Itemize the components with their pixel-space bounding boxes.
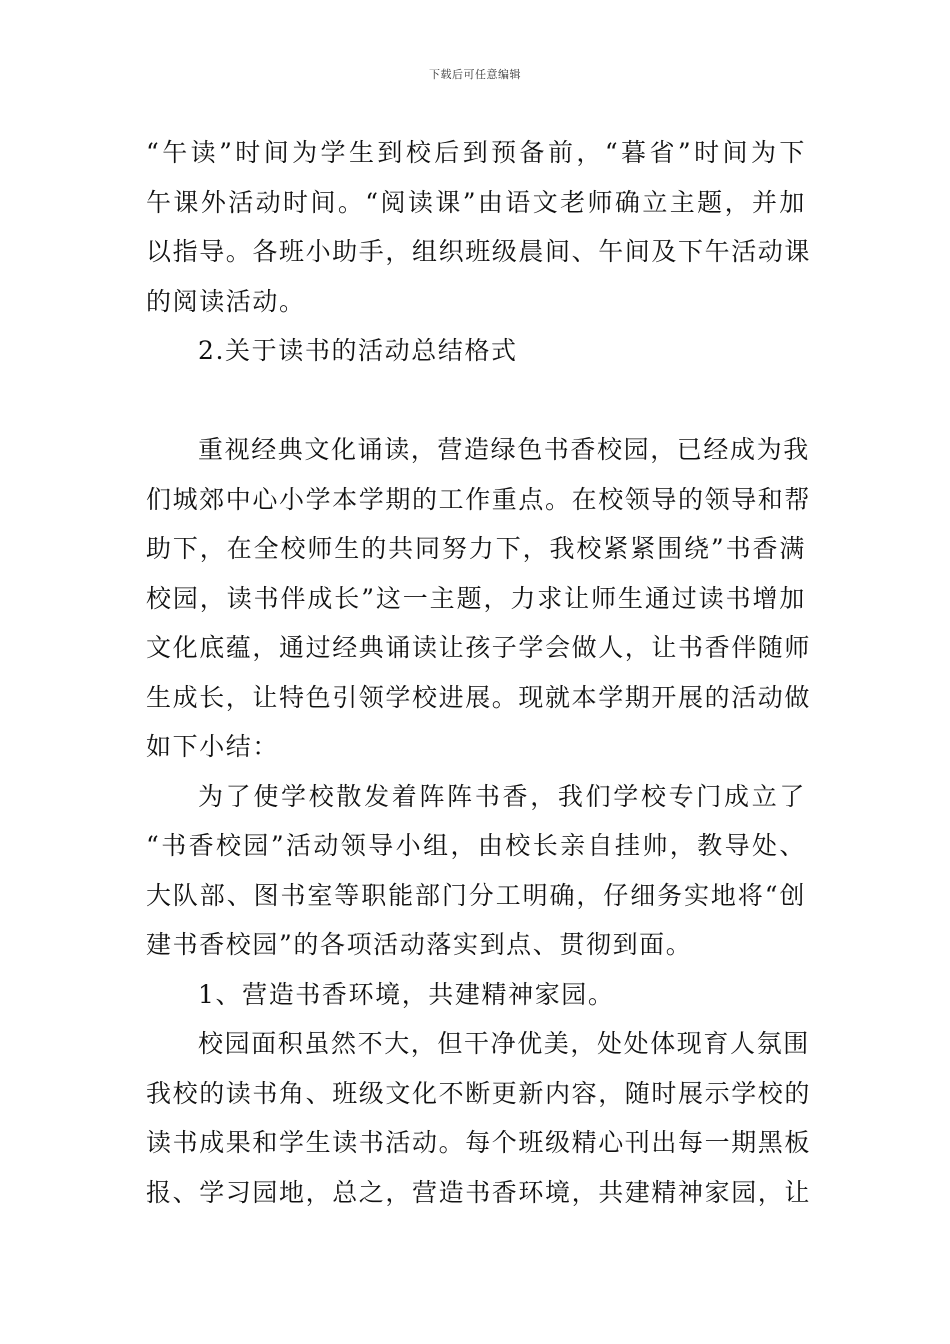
text-line: 大队部、图书室等职能部门分工明确，仔细务实地将“创 — [146, 880, 806, 910]
paragraph-gap — [146, 376, 806, 426]
text-line: 重视经典文化诵读，营造绿色书香校园，已经成为我 — [198, 435, 810, 464]
text-line: 助下，在全校师生的共同努力下，我校紧紧围绕”书香满 — [146, 534, 806, 563]
text-line: 读书成果和学生读书活动。每个班级精心刊出每一期黑板 — [146, 1128, 812, 1157]
text-line: 生成长，让特色引领学校进展。现就本学期开展的活动做 — [146, 682, 812, 712]
text-line: 午课外活动时间。“阅读课”由语文老师确立主题，并加 — [146, 187, 806, 217]
text-line: 为了使学校散发着阵阵书香，我们学校专门成立了 — [198, 781, 806, 811]
text-line: 文化底蕴，通过经典诵读让孩子学会做人，让书香伴随师 — [146, 633, 812, 662]
section-heading: 2.关于读书的活动总结格式 — [198, 336, 518, 365]
text-line: 如下小结： — [146, 732, 280, 761]
section-heading: 1、营造书香环境，共建精神家园。 — [198, 979, 615, 1009]
text-line: 们城郊中心小学本学期的工作重点。在校领导的领导和帮 — [146, 484, 812, 514]
text-line: 报、学习园地，总之，营造书香环境，共建精神家园，让 — [146, 1177, 812, 1207]
text-line: 校园，读书伴成长”这一主题，力求让师生通过读书增加 — [146, 583, 806, 613]
text-line: 校园面积虽然不大，但干净优美，处处体现育人氛围 — [198, 1029, 810, 1058]
page-header: 下载后可任意编辑 — [429, 68, 521, 81]
text-line: 我校的读书角、班级文化不断更新内容，随时展示学校的 — [146, 1078, 812, 1108]
text-line: “书香校园”活动领导小组，由校长亲自挂帅，教导处、 — [146, 831, 806, 860]
text-line: “午读”时间为学生到校后到预备前，“暮省”时间为下 — [146, 138, 806, 167]
text-line: 建书香校园”的各项活动落实到点、贯彻到面。 — [146, 930, 693, 959]
text-line: 以指导。各班小助手，组织班级晨间、午间及下午活动课 — [146, 237, 812, 266]
document-body — [146, 128, 812, 1217]
text-line: 的阅读活动。 — [146, 286, 306, 316]
